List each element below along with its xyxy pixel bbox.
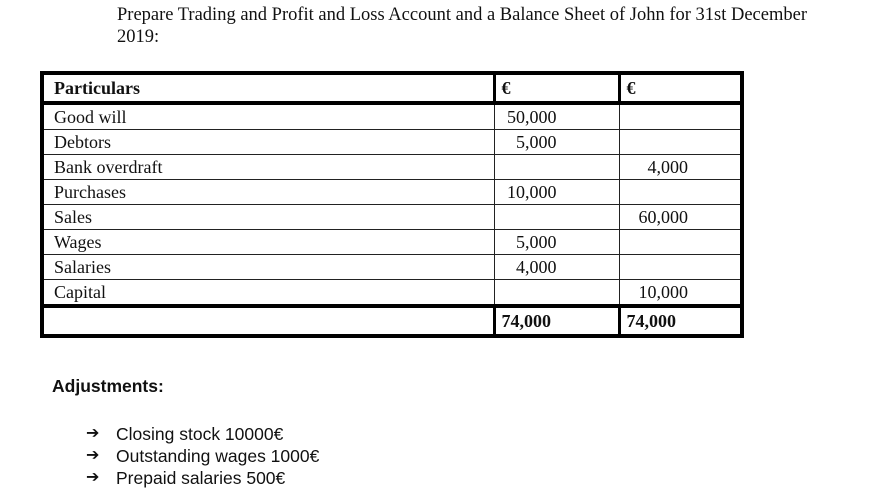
debit-cell [494,155,619,180]
adjustments-heading: Adjustments: [52,376,164,396]
table-row [42,205,742,230]
list-item [86,423,319,445]
total-debit-cell: 74,000 [494,306,619,336]
header-debit-currency: € [494,73,619,103]
adjustment-text: Prepaid salaries 500€ [116,468,286,488]
question-text [117,4,877,48]
debit-cell: 5,000 [494,130,619,155]
total-credit-cell: 74,000 [619,306,742,336]
particular-cell: Wages [42,230,494,255]
header-credit-currency: € [619,73,742,103]
debit-cell: 5,000 [494,230,619,255]
particular-cell: Debtors [42,130,494,155]
debit-cell [494,280,619,307]
list-item [86,467,319,489]
table-row [42,255,742,280]
total-label-cell [42,306,494,336]
arrow-right-icon: ➔ [86,469,100,486]
particular-cell: Sales [42,205,494,230]
debit-cell: 4,000 [494,255,619,280]
adjustment-text: Closing stock 10000€ [116,424,284,444]
table-row [42,280,742,307]
credit-cell [619,103,742,130]
particular-cell: Bank overdraft [42,155,494,180]
header-particulars: Particulars [42,73,494,103]
arrow-right-icon: ➔ [86,425,100,442]
credit-cell [619,130,742,155]
credit-cell [619,230,742,255]
particular-cell: Capital [42,280,494,307]
trial-balance-table [40,71,744,338]
table-row [42,130,742,155]
debit-cell [494,205,619,230]
table-header-row [42,73,742,103]
list-item [86,445,319,467]
table-row [42,103,742,130]
credit-cell: 10,000 [619,280,742,307]
credit-cell [619,255,742,280]
adjustment-text: Outstanding wages 1000€ [116,446,320,466]
table-row [42,180,742,205]
credit-cell: 4,000 [619,155,742,180]
credit-cell [619,180,742,205]
arrow-right-icon: ➔ [86,447,100,464]
table-row [42,230,742,255]
table-total-row [42,306,742,336]
question-line-2: 2019: [117,27,160,47]
question-line-1: Prepare Trading and Profit and Loss Account and a Balance Sheet of John for 31st December [117,5,807,25]
particular-cell: Good will [42,103,494,130]
debit-cell: 50,000 [494,103,619,130]
adjustments-list [86,423,319,489]
credit-cell: 60,000 [619,205,742,230]
particular-cell: Purchases [42,180,494,205]
debit-cell: 10,000 [494,180,619,205]
table-row [42,155,742,180]
particular-cell: Salaries [42,255,494,280]
